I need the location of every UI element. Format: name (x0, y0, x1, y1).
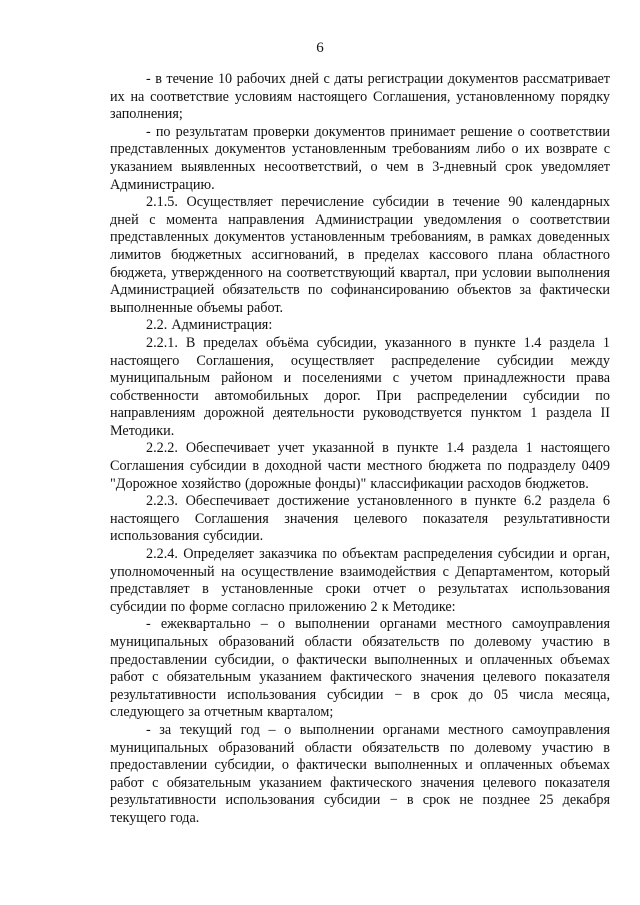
paragraph-2-2-1: 2.2.1. В пределах объёма субсидии, указанного в пункте 1.4 раздела 1 настоящего Соглашения, осуществляет распределение субсидии между муниципальным районом и поселениями с учетом принадлежности права собственности автомобильных дорог. При распределении субсидии по направлениям дорожной деятельности руководствуется пунктом 1 раздела II Методики. (110, 334, 610, 439)
paragraph-quarterly-report: - ежеквартально – о выполнении органами местного самоуправления муниципальных образований области обязательств по долевому участию в предоставлении субсидии, о фактически выполненных и оплаченных объемах работ с обязательным указанием фактического значения целевого показателя результативности использования субсидии − в срок до 05 числа месяца, следующего за отчетным кварталом; (110, 616, 610, 721)
paragraph-2-2-3: 2.2.3. Обеспечивает достижение установленного в пункте 6.2 раздела 6 настоящего Соглашения значения целевого показателя результативности использования субсидии. (110, 493, 610, 545)
paragraph-check-results: - по результатам проверки документов принимает решение о соответствии представленных документов установленным требованиям либо о их возврате с указанием выявленных несоответствий, о чем в 3-дневный срок уведомляет Администрацию. (110, 123, 610, 193)
page-number: 6 (316, 40, 324, 56)
paragraph-2-2-4: 2.2.4. Определяет заказчика по объектам распределения субсидии и орган, уполномоченный на осуществление взаимодействия с Департаментом, который представляет в установленные сроки отчет о результатах использования субсидии по форме согласно приложению 2 к Методике: (110, 546, 610, 615)
paragraph-annual-report: - за текущий год – о выполнении органами местного самоуправления муниципальных образований области обязательств по долевому участию в предоставлении субсидии, о фактически выполненных и оплаченных объемах работ с обязательным указанием фактического значения целевого показателя результативности использования субсидии − в срок не позднее 25 декабря текущего года. (110, 721, 610, 826)
paragraph-2-2-heading: 2.2. Администрация: (146, 317, 273, 334)
paragraph-2-2-2: 2.2.2. Обеспечивает учет указанной в пункте 1.4 раздела 1 настоящего Соглашения субсидии в доходной части местного бюджета по подразделу 0409 "Дорожное хозяйство (дорожные фонды)" классификации расходов бюджетов. (110, 440, 610, 492)
paragraph-2-1-5: 2.1.5. Осуществляет перечисление субсидии в течение 90 календарных дней с момента направления Администрации уведомления о соответствии представленных документов установленным требованиям, в рамках доведенных лимитов бюджетных ассигнований, в пределах кассового плана областного бюджета, утвержденного на соответствующий квартал, при условии выполнения Администрацией обязательств по софинансированию объектов за фактически выполненные объемы работ. (110, 194, 610, 316)
paragraph-review-docs: - в течение 10 рабочих дней с даты регистрации документов рассматривает их на соответствие условиям настоящего Соглашения, установленному порядку заполнения; (110, 71, 610, 123)
document-body (110, 71, 610, 828)
